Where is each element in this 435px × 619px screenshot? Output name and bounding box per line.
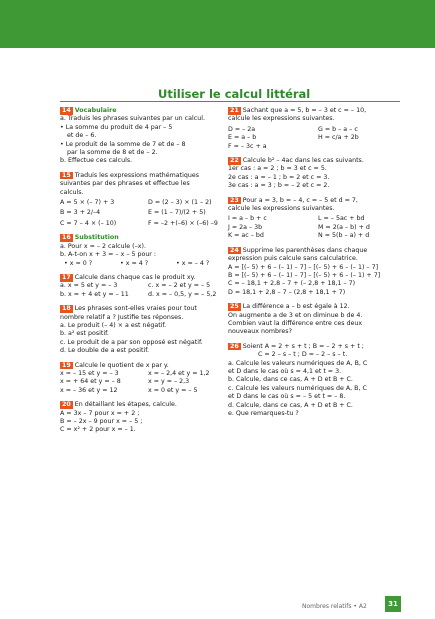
exercise-number: 15 bbox=[62, 171, 71, 179]
expression: x = + 64 et y = – 8 bbox=[60, 378, 121, 386]
expression: A = [(– 5) + 6 – (– 1) – 7] – [(– 5) + 6 – (– 1) – 7] bbox=[228, 263, 379, 271]
exercise-text: • Le produit de la somme de 7 et de – 8 bbox=[60, 140, 186, 148]
exercise-text: 2e cas : a = – 1 ; b = 2 et c = 3. bbox=[228, 173, 330, 181]
page-number: 31 bbox=[385, 596, 401, 612]
expression: B = [(– 5) + 6 – (– 1) – 7] – [(– 5) + 6 – (– 1) + 7] bbox=[228, 271, 381, 279]
expression: J = 2a – 3b bbox=[228, 223, 263, 231]
exercise-number: 25 bbox=[230, 303, 239, 311]
expression: a. x = 5 et y = – 3 bbox=[60, 282, 118, 290]
exercise-text: expression puis calcule sans calculatrice. bbox=[228, 255, 358, 263]
exercise-text: Sachant que a = 5, b = – 3 et c = – 10, bbox=[242, 107, 367, 114]
expression: I = a – b + c bbox=[228, 215, 267, 223]
expression: M = 2(a – b) + d bbox=[318, 223, 370, 231]
expression: F = –2 +(–6) × (–6) –9 bbox=[148, 219, 218, 227]
expression: x = – 2,4 et y = 1,2 bbox=[148, 369, 210, 377]
exercise-text: calcule les expressions suivantes. bbox=[228, 115, 335, 123]
exercise-text: Combien vaut la différence entre ces deux bbox=[228, 319, 363, 327]
exercise-text: b. a² est positif. bbox=[60, 330, 109, 338]
exercise-text: d. Calcule, dans ce cas, A + D et B + C. bbox=[228, 401, 353, 409]
exercise-text: d. Le double de a est positif. bbox=[60, 347, 149, 355]
expression: E = (1 – 7)/(2 + 5) bbox=[148, 209, 206, 217]
exercise-text: Les phrases sont-elles vraies pour tout bbox=[74, 305, 197, 313]
exercise-text: Calcule b² – 4ac dans les cas suivants. bbox=[242, 157, 364, 165]
exercise-17 bbox=[60, 274, 232, 299]
exercise-number: 23 bbox=[230, 196, 239, 204]
exercise-text: a. Le produit (– 4) × a est négatif. bbox=[60, 321, 167, 329]
expression: D = 18,1 + 2,8 – 7 – (2,8 + 18,1 + 7) bbox=[228, 288, 346, 296]
exercise-24 bbox=[228, 247, 404, 297]
exercise-text: a. Traduis les phrases suivantes par un calcul. bbox=[60, 115, 205, 123]
expression: x = – 36 et y = 12 bbox=[60, 386, 118, 394]
expression: x = 0 et y = – 5 bbox=[148, 386, 198, 394]
exercise-text: a. Calcule les valeurs numériques de A, B, C bbox=[228, 359, 368, 367]
exercise-text: calcule les expressions suivantes. bbox=[228, 205, 335, 213]
exercise-text: Supprime les parenthèses dans chaque bbox=[242, 246, 368, 254]
exercise-number: 19 bbox=[62, 361, 71, 369]
left-column bbox=[60, 107, 232, 441]
exercise-text: Traduis les expressions mathématiques bbox=[74, 171, 199, 179]
exercise-number: 14 bbox=[62, 107, 71, 114]
exercise-number: 26 bbox=[230, 342, 239, 350]
exercise-text: La différence a – b est égale à 12. bbox=[242, 303, 350, 311]
exercise-text: par la somme de 8 et de – 2. bbox=[67, 149, 158, 157]
exercise-text: suivantes par des phrases et effectue les bbox=[60, 180, 190, 188]
exercise-19 bbox=[60, 362, 232, 396]
expression: K = ac – bd bbox=[228, 232, 264, 240]
expression: D = (2 – 3) × (1 – 2) bbox=[148, 199, 212, 207]
expression: x = y = – 2,3 bbox=[148, 378, 190, 386]
exercise-text: • La somme du produit de 4 par – 5 bbox=[60, 123, 173, 131]
exercise-14 bbox=[60, 107, 232, 166]
exercise-text: b. A-t-on x + 3 = – x – 5 pour : bbox=[60, 251, 157, 259]
expression: H = c/a + 2b bbox=[318, 134, 359, 142]
expression: x = – 15 et y = – 3 bbox=[60, 369, 119, 377]
expression: N = 5(b – a) + d bbox=[318, 232, 370, 240]
exercise-15 bbox=[60, 172, 232, 228]
expression: G = b – a – c bbox=[318, 125, 358, 133]
exercise-number: 22 bbox=[230, 157, 239, 165]
exercise-23 bbox=[228, 197, 404, 241]
exercise-18 bbox=[60, 305, 232, 355]
exercise-text: et D dans le cas où s = – 5 et t = – 8. bbox=[228, 393, 346, 401]
page-title: Utiliser le calcul littéral bbox=[158, 87, 311, 101]
exercise-text: C = 2 – s – t ; D = – 2 – s – t. bbox=[258, 351, 348, 359]
expression: A = 3x – 7 pour x = + 2 ; bbox=[60, 409, 140, 417]
exercise-21 bbox=[228, 107, 404, 151]
exercise-text: On augmente a de 3 et on diminue b de 4. bbox=[228, 311, 363, 319]
exercise-heading: Substitution bbox=[74, 234, 119, 242]
exercise-22 bbox=[228, 157, 404, 191]
exercise-number: 16 bbox=[62, 234, 71, 242]
footer-chapter: Nombres relatifs • A2 bbox=[302, 603, 367, 610]
expression: B = – 2x – 9 pour x = – 5 ; bbox=[60, 418, 143, 425]
exercise-text: En détaillant les étapes, calcule. bbox=[74, 401, 177, 409]
expression: D = – 2a bbox=[228, 125, 256, 133]
expression: c. x = – 2 et y = – 5 bbox=[148, 282, 211, 290]
expression: F = – 3c + a bbox=[228, 142, 267, 150]
exercise-25 bbox=[228, 303, 404, 337]
exercise-text: 3e cas : a = 3 ; b = – 2 et c = 2. bbox=[228, 182, 330, 190]
exercise-text: Calcule dans chaque cas le produit xy. bbox=[74, 273, 196, 281]
exercise-20 bbox=[60, 401, 232, 435]
expression: C = 7 – 4 × (– 10) bbox=[60, 219, 117, 227]
exercise-text: e. Que remarques-tu ? bbox=[228, 410, 299, 417]
option: • x = 0 ? bbox=[64, 259, 93, 267]
expression: A = 5 × (– 7) + 3 bbox=[60, 199, 115, 207]
expression: C = x² + 2 pour x = – 1. bbox=[60, 426, 136, 434]
exercise-text: et D dans le cas où s = 4,1 et t = 3. bbox=[228, 367, 342, 375]
exercise-number: 21 bbox=[230, 107, 239, 114]
exercise-text: Calcule le quotient de x par y. bbox=[74, 361, 169, 369]
exercise-text: nouveaux nombres? bbox=[228, 328, 292, 336]
exercise-text: Soient A = 2 + s + t ; B = – 2 + s + t ; bbox=[242, 342, 364, 350]
exercise-text: c. Le produit de a par son opposé est négatif. bbox=[60, 338, 203, 346]
expression: L = – 5ac + bd bbox=[318, 215, 365, 223]
exercise-number: 17 bbox=[62, 273, 71, 281]
exercise-number: 18 bbox=[62, 305, 71, 313]
exercise-text: c. Calcule les valeurs numériques de A, B, C bbox=[228, 384, 367, 392]
exercise-text: et de – 6. bbox=[67, 132, 97, 140]
expression: b. x = + 4 et y = – 11 bbox=[60, 290, 129, 298]
exercise-text: nombre relatif a ? Justifie tes réponses. bbox=[60, 313, 184, 321]
exercise-text: calculs. bbox=[60, 188, 84, 196]
exercise-text: b. Calcule, dans ce cas, A + D et B + C. bbox=[228, 376, 353, 384]
exercise-number: 20 bbox=[62, 401, 71, 409]
right-column bbox=[228, 107, 404, 424]
exercise-26 bbox=[228, 343, 404, 419]
exercise-text: b. Effectue ces calculs. bbox=[60, 157, 133, 165]
exercise-text: 1er cas : a = 2 ; b = 3 et c = 5. bbox=[228, 165, 327, 173]
option: • x = 4 ? bbox=[120, 259, 149, 267]
expression: d. x = – 0,5, y = – 5,2 bbox=[148, 290, 217, 298]
header-band bbox=[0, 0, 435, 48]
exercise-16 bbox=[60, 234, 232, 268]
expression: E = a – b bbox=[228, 134, 257, 142]
exercise-heading: Vocabulaire bbox=[74, 107, 117, 114]
exercise-number: 24 bbox=[230, 246, 239, 254]
expression: C = – 18,1 + 2,8 – 7 + (– 2,8 + 18,1 – 7) bbox=[228, 280, 356, 288]
exercise-text: Pour a = 3, b = – 4, c = – 5 et d = 7, bbox=[242, 196, 358, 204]
exercise-text: a. Pour x = – 2 calcule (–x). bbox=[60, 242, 146, 250]
expression: B = 3 + 2/–4 bbox=[60, 209, 101, 217]
option: • x = – 4 ? bbox=[176, 259, 210, 267]
title-underline bbox=[60, 101, 400, 102]
